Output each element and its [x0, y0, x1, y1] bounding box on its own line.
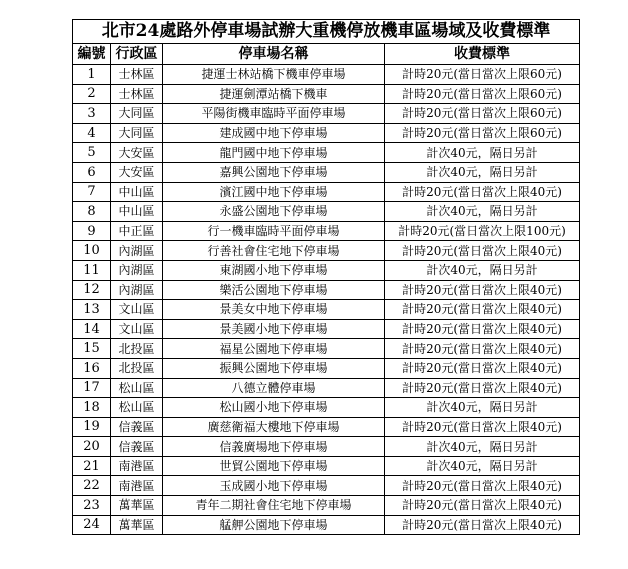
row-district: 松山區 — [111, 378, 163, 398]
table-row — [73, 143, 580, 163]
row-number: 4 — [73, 123, 111, 143]
row-lot-name: 艋舺公園地下停車場 — [163, 515, 385, 535]
header-number: 編號 — [73, 44, 111, 65]
row-number: 2 — [73, 84, 111, 104]
table-row — [73, 202, 580, 222]
row-number: 5 — [73, 143, 111, 163]
row-fee: 計次40元，隔日另計 — [385, 162, 580, 182]
row-fee: 計時20元(當日當次上限40元) — [385, 300, 580, 320]
header-row — [73, 44, 580, 65]
row-fee: 計時20元(當日當次上限40元) — [385, 378, 580, 398]
table-row — [73, 84, 580, 104]
row-number: 6 — [73, 162, 111, 182]
row-district: 文山區 — [111, 319, 163, 339]
header-lot-name: 停車場名稱 — [163, 44, 385, 65]
row-fee: 計時20元(當日當次上限100元) — [385, 221, 580, 241]
row-number: 18 — [73, 398, 111, 418]
table-row — [73, 104, 580, 124]
row-district: 大同區 — [111, 104, 163, 124]
table-row — [73, 221, 580, 241]
row-number: 15 — [73, 339, 111, 359]
row-district: 南港區 — [111, 476, 163, 496]
table-row — [73, 398, 580, 418]
row-number: 24 — [73, 515, 111, 535]
row-fee: 計時20元(當日當次上限40元) — [385, 339, 580, 359]
header-district: 行政區 — [111, 44, 163, 65]
row-fee: 計時20元(當日當次上限60元) — [385, 65, 580, 85]
row-lot-name: 濱江國中地下停車場 — [163, 182, 385, 202]
table-row — [73, 241, 580, 261]
row-lot-name: 東湖國小地下停車場 — [163, 260, 385, 280]
row-fee: 計時20元(當日當次上限40元) — [385, 515, 580, 535]
row-number: 23 — [73, 496, 111, 516]
header-fee: 收費標準 — [385, 44, 580, 65]
row-number: 7 — [73, 182, 111, 202]
table-row — [73, 300, 580, 320]
row-lot-name: 青年二期社會住宅地下停車場 — [163, 496, 385, 516]
row-district: 北投區 — [111, 358, 163, 378]
table-body — [73, 65, 580, 535]
row-lot-name: 樂活公園地下停車場 — [163, 280, 385, 300]
table-row — [73, 162, 580, 182]
row-district: 大安區 — [111, 162, 163, 182]
row-district: 松山區 — [111, 398, 163, 418]
row-lot-name: 永盛公園地下停車場 — [163, 202, 385, 222]
row-district: 內湖區 — [111, 241, 163, 261]
row-fee: 計次40元，隔日另計 — [385, 456, 580, 476]
row-lot-name: 玉成國小地下停車場 — [163, 476, 385, 496]
table-row — [73, 65, 580, 85]
table-row — [73, 417, 580, 437]
row-district: 南港區 — [111, 456, 163, 476]
row-number: 20 — [73, 437, 111, 457]
row-number: 10 — [73, 241, 111, 261]
row-district: 北投區 — [111, 339, 163, 359]
row-district: 萬華區 — [111, 496, 163, 516]
table-title: 北市24處路外停車場試辦大重機停放機車區場域及收費標準 — [73, 20, 580, 44]
row-fee: 計次40元，隔日另計 — [385, 143, 580, 163]
row-lot-name: 建成國中地下停車場 — [163, 123, 385, 143]
row-number: 17 — [73, 378, 111, 398]
row-number: 22 — [73, 476, 111, 496]
row-number: 11 — [73, 260, 111, 280]
table-row — [73, 280, 580, 300]
row-district: 萬華區 — [111, 515, 163, 535]
row-fee: 計時20元(當日當次上限40元) — [385, 358, 580, 378]
row-fee: 計時20元(當日當次上限40元) — [385, 496, 580, 516]
row-lot-name: 松山國小地下停車場 — [163, 398, 385, 418]
row-number: 9 — [73, 221, 111, 241]
table-row — [73, 476, 580, 496]
row-fee: 計時20元(當日當次上限40元) — [385, 417, 580, 437]
table-row — [73, 515, 580, 535]
row-lot-name: 八德立體停車場 — [163, 378, 385, 398]
row-fee: 計次40元，隔日另計 — [385, 202, 580, 222]
table-row — [73, 260, 580, 280]
table-row — [73, 456, 580, 476]
row-fee: 計時20元(當日當次上限40元) — [385, 241, 580, 261]
row-number: 19 — [73, 417, 111, 437]
row-district: 中山區 — [111, 182, 163, 202]
row-fee: 計時20元(當日當次上限60元) — [385, 104, 580, 124]
row-district: 文山區 — [111, 300, 163, 320]
row-number: 8 — [73, 202, 111, 222]
row-district: 大同區 — [111, 123, 163, 143]
row-lot-name: 平陽街機車臨時平面停車場 — [163, 104, 385, 124]
row-lot-name: 龍門國中地下停車場 — [163, 143, 385, 163]
parking-fee-table — [72, 19, 580, 535]
title-row — [73, 20, 580, 44]
table-row — [73, 319, 580, 339]
row-lot-name: 嘉興公園地下停車場 — [163, 162, 385, 182]
row-district: 中正區 — [111, 221, 163, 241]
row-fee: 計時20元(當日當次上限60元) — [385, 84, 580, 104]
table-row — [73, 339, 580, 359]
row-lot-name: 振興公園地下停車場 — [163, 358, 385, 378]
row-fee: 計次40元，隔日另計 — [385, 398, 580, 418]
table-row — [73, 378, 580, 398]
row-district: 內湖區 — [111, 280, 163, 300]
row-lot-name: 行一機車臨時平面停車場 — [163, 221, 385, 241]
row-fee: 計時20元(當日當次上限60元) — [385, 123, 580, 143]
row-fee: 計時20元(當日當次上限40元) — [385, 182, 580, 202]
row-fee: 計時20元(當日當次上限40元) — [385, 319, 580, 339]
row-district: 中山區 — [111, 202, 163, 222]
row-fee: 計次40元，隔日另計 — [385, 437, 580, 457]
row-fee: 計時20元(當日當次上限40元) — [385, 280, 580, 300]
row-fee: 計時20元(當日當次上限40元) — [385, 476, 580, 496]
table-row — [73, 437, 580, 457]
row-number: 12 — [73, 280, 111, 300]
row-number: 13 — [73, 300, 111, 320]
table-row — [73, 496, 580, 516]
row-district: 大安區 — [111, 143, 163, 163]
row-district: 信義區 — [111, 437, 163, 457]
row-lot-name: 景美女中地下停車場 — [163, 300, 385, 320]
row-district: 士林區 — [111, 65, 163, 85]
row-lot-name: 捷運士林站橋下機車停車場 — [163, 65, 385, 85]
row-lot-name: 廣慈衛福大樓地下停車場 — [163, 417, 385, 437]
row-fee: 計次40元，隔日另計 — [385, 260, 580, 280]
row-number: 14 — [73, 319, 111, 339]
row-lot-name: 捷運劍潭站橋下機車 — [163, 84, 385, 104]
row-lot-name: 景美國小地下停車場 — [163, 319, 385, 339]
table-row — [73, 123, 580, 143]
table-row — [73, 182, 580, 202]
row-lot-name: 信義廣場地下停車場 — [163, 437, 385, 457]
row-district: 內湖區 — [111, 260, 163, 280]
row-district: 士林區 — [111, 84, 163, 104]
row-lot-name: 行善社會住宅地下停車場 — [163, 241, 385, 261]
row-district: 信義區 — [111, 417, 163, 437]
row-number: 21 — [73, 456, 111, 476]
row-lot-name: 世貿公園地下停車場 — [163, 456, 385, 476]
row-number: 16 — [73, 358, 111, 378]
table-row — [73, 358, 580, 378]
row-number: 1 — [73, 65, 111, 85]
row-number: 3 — [73, 104, 111, 124]
row-lot-name: 福星公園地下停車場 — [163, 339, 385, 359]
